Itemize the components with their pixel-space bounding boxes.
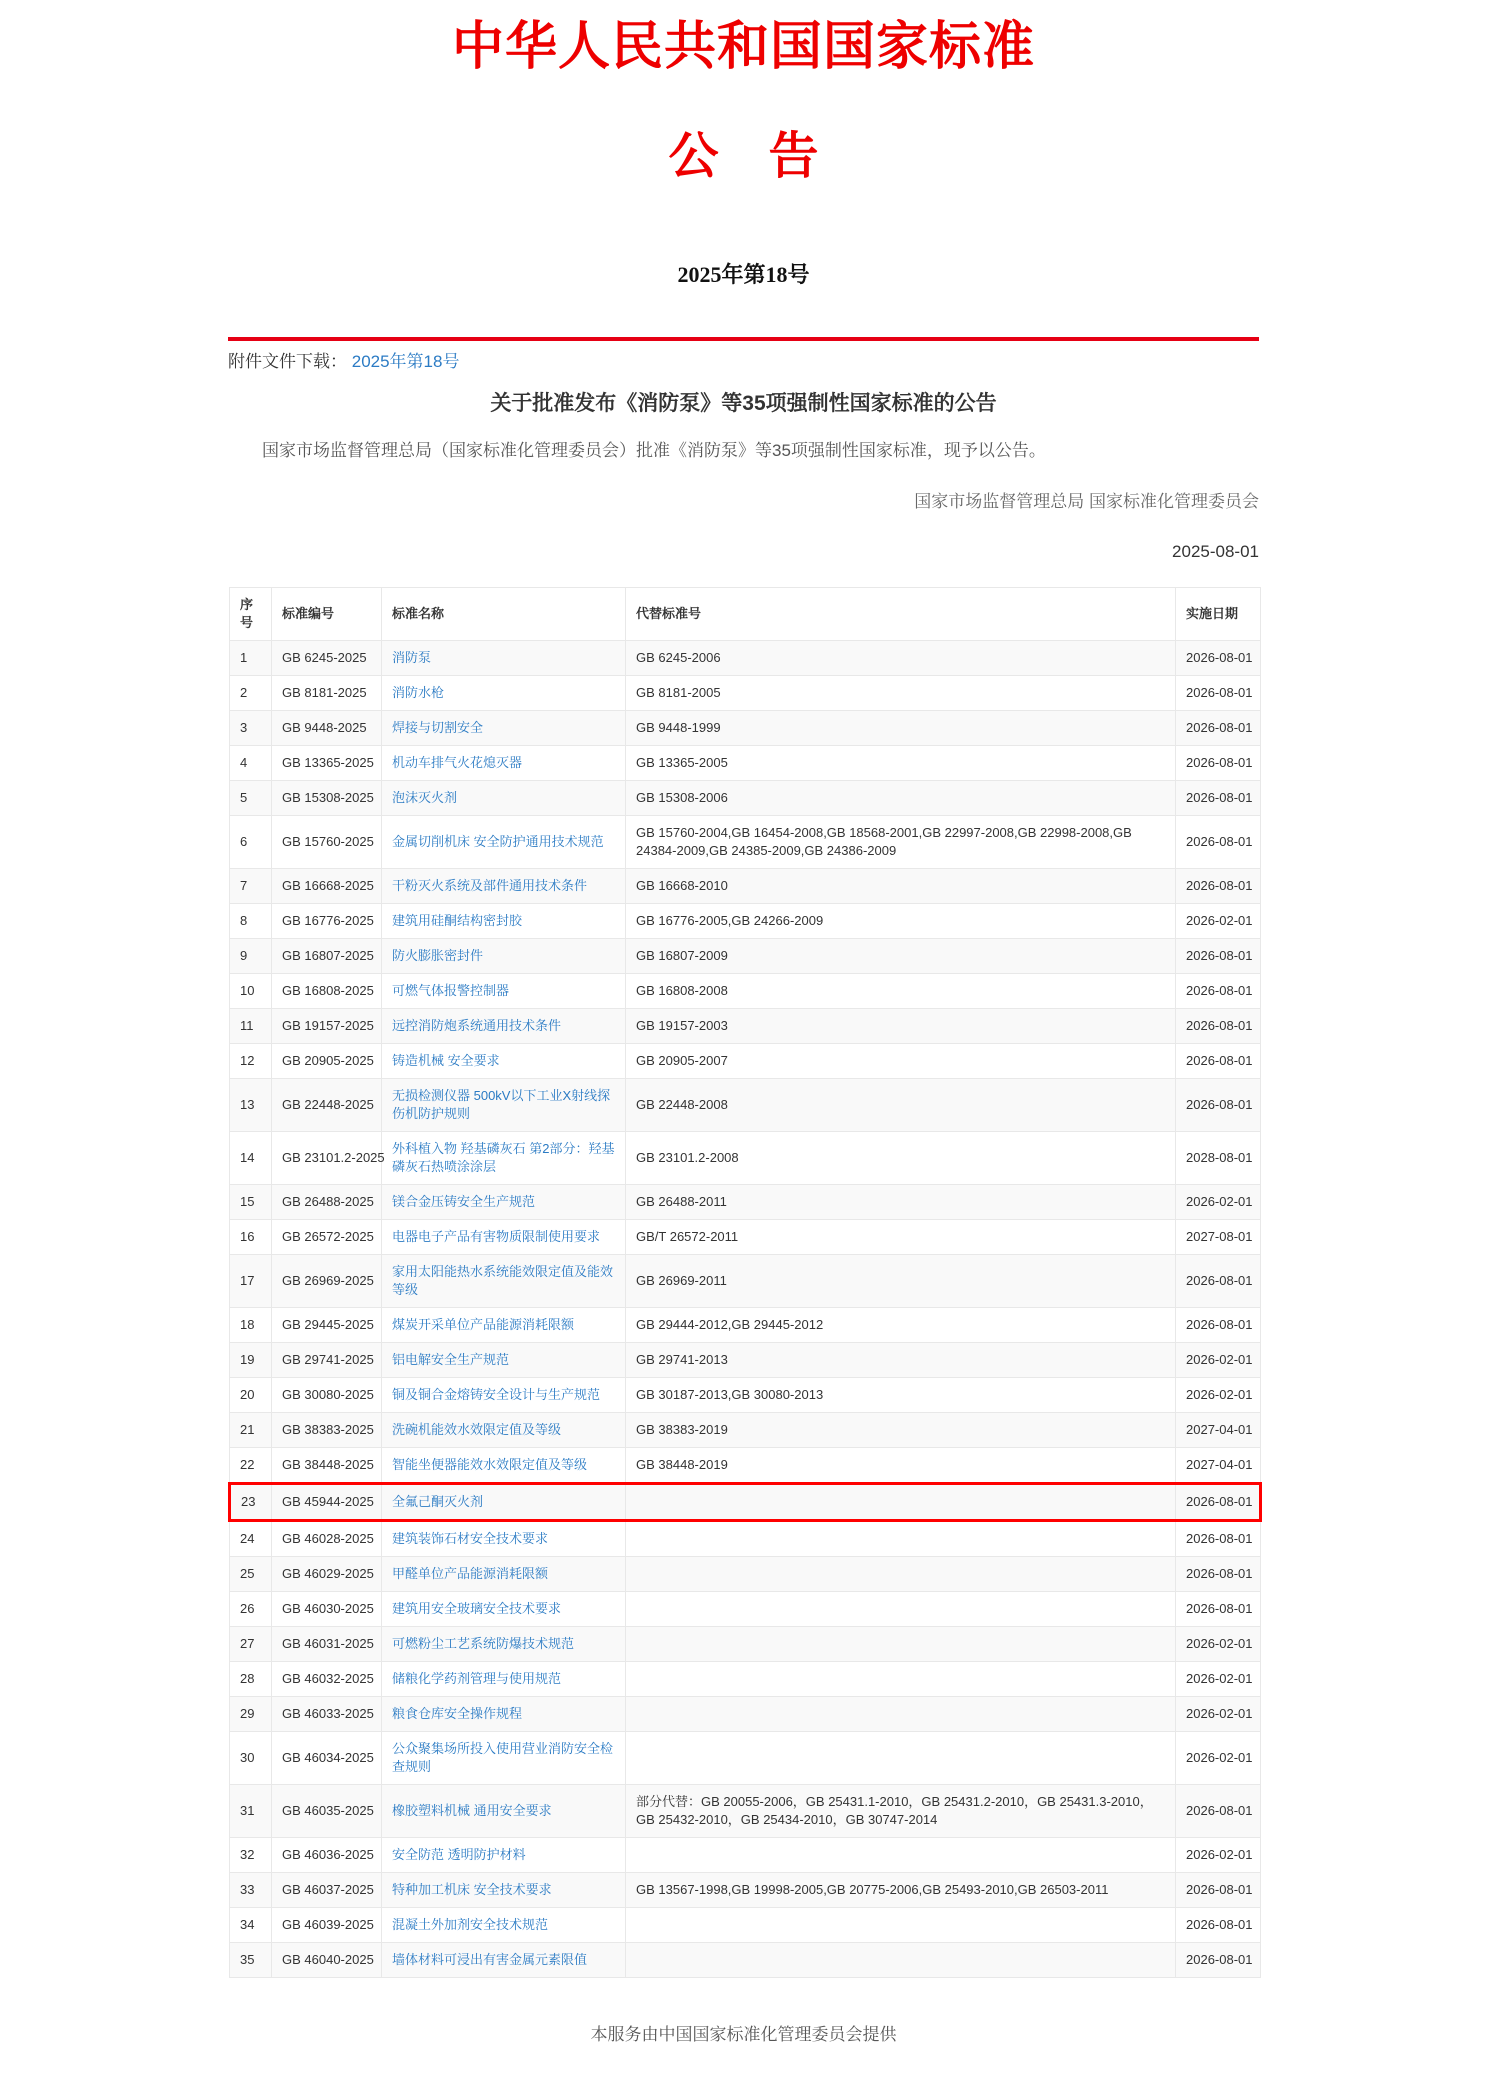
cell-implementation-date: 2026-08-01 bbox=[1176, 1009, 1261, 1044]
cell-implementation-date: 2026-08-01 bbox=[1176, 1255, 1261, 1308]
cell-replaced-codes bbox=[626, 1627, 1176, 1662]
masthead-title: 中华人民共和国国家标准 bbox=[451, 19, 1035, 76]
standard-name-link[interactable]: 外科植入物 羟基磷灰石 第2部分：羟基磷灰石热喷涂涂层 bbox=[392, 1141, 615, 1174]
table-row bbox=[230, 1557, 1261, 1592]
cell-seq: 19 bbox=[230, 1343, 272, 1378]
cell-seq: 30 bbox=[230, 1732, 272, 1785]
cell-replaced-codes: 部分代替：GB 20055-2006，GB 25431.1-2010，GB 25431.2-2010，GB 25431.3-2010，GB 25432-2010，GB 25434-2010，GB 30747-2014 bbox=[626, 1785, 1176, 1838]
masthead-subtitle: 公 告 bbox=[668, 128, 819, 184]
cell-standard-name bbox=[382, 1557, 626, 1592]
table-row bbox=[230, 1255, 1261, 1308]
standard-name-link[interactable]: 公众聚集场所投入使用营业消防安全检查规则 bbox=[392, 1741, 614, 1774]
cell-implementation-date: 2026-08-01 bbox=[1176, 676, 1261, 711]
cell-standard-name bbox=[382, 1009, 626, 1044]
table-row bbox=[230, 869, 1261, 904]
cell-replaced-codes: GB 22448-2008 bbox=[626, 1079, 1176, 1132]
cell-standard-name bbox=[382, 1044, 626, 1079]
cell-standard-name bbox=[382, 641, 626, 676]
cell-standard-code: GB 46033-2025 bbox=[272, 1697, 382, 1732]
cell-implementation-date: 2026-08-01 bbox=[1176, 1044, 1261, 1079]
cell-standard-name bbox=[382, 1255, 626, 1308]
cell-seq: 8 bbox=[230, 904, 272, 939]
table-row bbox=[230, 974, 1261, 1009]
notice-body: 国家市场监督管理总局（国家标准化管理委员会）批准《消防泵》等35项强制性国家标准，现予以公告。 bbox=[262, 441, 1046, 460]
table-row bbox=[230, 1009, 1261, 1044]
cell-standard-code: GB 26572-2025 bbox=[272, 1220, 382, 1255]
issue-number: 2025年第18号 bbox=[677, 262, 810, 287]
cell-standard-name bbox=[382, 1378, 626, 1413]
cell-seq: 18 bbox=[230, 1308, 272, 1343]
cell-implementation-date: 2026-08-01 bbox=[1176, 1308, 1261, 1343]
table-row bbox=[230, 1185, 1261, 1220]
table-row bbox=[230, 816, 1261, 869]
cell-implementation-date: 2026-08-01 bbox=[1176, 816, 1261, 869]
cell-implementation-date: 2026-08-01 bbox=[1176, 869, 1261, 904]
table-row bbox=[230, 1662, 1261, 1697]
standard-name-link[interactable]: 可燃气体报警控制器 bbox=[392, 983, 510, 998]
cell-standard-code: GB 45944-2025 bbox=[272, 1484, 382, 1521]
cell-implementation-date: 2026-08-01 bbox=[1176, 781, 1261, 816]
cell-implementation-date: 2027-04-01 bbox=[1176, 1448, 1261, 1484]
cell-implementation-date: 2027-08-01 bbox=[1176, 1220, 1261, 1255]
cell-seq: 24 bbox=[230, 1521, 272, 1557]
table-row bbox=[230, 1697, 1261, 1732]
standard-name-link[interactable]: 焊接与切割安全 bbox=[392, 720, 484, 735]
cell-standard-name bbox=[382, 1627, 626, 1662]
standard-name-link[interactable]: 粮食仓库安全操作规程 bbox=[392, 1706, 523, 1721]
cell-replaced-codes: GB 6245-2006 bbox=[626, 641, 1176, 676]
standard-name-link[interactable]: 煤炭开采单位产品能源消耗限额 bbox=[392, 1317, 575, 1332]
standard-name-link[interactable]: 混凝土外加剂安全技术规范 bbox=[392, 1917, 549, 1932]
cell-standard-name bbox=[382, 1873, 626, 1908]
cell-standard-name bbox=[382, 1220, 626, 1255]
cell-standard-code: GB 29445-2025 bbox=[272, 1308, 382, 1343]
table-row bbox=[230, 939, 1261, 974]
cell-implementation-date: 2026-08-01 bbox=[1176, 974, 1261, 1009]
cell-standard-name bbox=[382, 1662, 626, 1697]
cell-standard-name bbox=[382, 1132, 626, 1185]
cell-standard-name bbox=[382, 816, 626, 869]
cell-seq: 35 bbox=[230, 1943, 272, 1978]
cell-standard-code: GB 46036-2025 bbox=[272, 1838, 382, 1873]
col-header-standard-name: 标准名称 bbox=[382, 588, 626, 641]
cell-seq: 6 bbox=[230, 816, 272, 869]
cell-replaced-codes: GB/T 26572-2011 bbox=[626, 1220, 1176, 1255]
col-header-replaced-codes: 代替标准号 bbox=[626, 588, 1176, 641]
standard-name-link[interactable]: 智能坐便器能效水效限定值及等级 bbox=[392, 1457, 588, 1472]
cell-standard-name bbox=[382, 1079, 626, 1132]
cell-seq: 10 bbox=[230, 974, 272, 1009]
cell-standard-name bbox=[382, 974, 626, 1009]
cell-seq: 26 bbox=[230, 1592, 272, 1627]
cell-seq: 31 bbox=[230, 1785, 272, 1838]
cell-standard-name bbox=[382, 1732, 626, 1785]
cell-standard-code: GB 46035-2025 bbox=[272, 1785, 382, 1838]
cell-replaced-codes: GB 26488-2011 bbox=[626, 1185, 1176, 1220]
cell-standard-name bbox=[382, 1185, 626, 1220]
cell-implementation-date: 2026-08-01 bbox=[1176, 1484, 1261, 1521]
cell-seq: 12 bbox=[230, 1044, 272, 1079]
cell-standard-code: GB 46031-2025 bbox=[272, 1627, 382, 1662]
cell-replaced-codes: GB 16668-2010 bbox=[626, 869, 1176, 904]
standard-name-link[interactable]: 干粉灭火系统及部件通用技术条件 bbox=[392, 878, 588, 893]
standard-name-link[interactable]: 防火膨胀密封件 bbox=[392, 948, 484, 963]
table-header-row bbox=[230, 588, 1261, 641]
cell-replaced-codes: GB 38383-2019 bbox=[626, 1413, 1176, 1448]
cell-replaced-codes: GB 15760-2004,GB 16454-2008,GB 18568-2001,GB 22997-2008,GB 22998-2008,GB 24384-2009,GB 24385-2009,GB 24386-2009 bbox=[626, 816, 1176, 869]
cell-replaced-codes: GB 9448-1999 bbox=[626, 711, 1176, 746]
table-row bbox=[230, 1132, 1261, 1185]
cell-seq: 16 bbox=[230, 1220, 272, 1255]
red-divider bbox=[228, 337, 1259, 341]
cell-seq: 13 bbox=[230, 1079, 272, 1132]
cell-standard-name bbox=[382, 1697, 626, 1732]
attachment-download-link[interactable]: 2025年第18号 bbox=[351, 352, 460, 371]
cell-standard-code: GB 16668-2025 bbox=[272, 869, 382, 904]
standard-name-link[interactable]: 墙体材料可浸出有害金属元素限值 bbox=[392, 1952, 588, 1967]
cell-replaced-codes: GB 16808-2008 bbox=[626, 974, 1176, 1009]
standard-name-link[interactable]: 机动车排气火花熄灭器 bbox=[392, 755, 523, 770]
standard-name-link[interactable]: 铸造机械 安全要求 bbox=[392, 1053, 500, 1068]
cell-standard-name bbox=[382, 939, 626, 974]
standard-name-link[interactable]: 安全防范 透明防护材料 bbox=[392, 1847, 526, 1862]
cell-standard-code: GB 19157-2025 bbox=[272, 1009, 382, 1044]
cell-standard-name bbox=[382, 711, 626, 746]
cell-replaced-codes: GB 13567-1998,GB 19998-2005,GB 20775-2006,GB 25493-2010,GB 26503-2011 bbox=[626, 1873, 1176, 1908]
cell-seq: 25 bbox=[230, 1557, 272, 1592]
cell-replaced-codes: GB 23101.2-2008 bbox=[626, 1132, 1176, 1185]
cell-standard-code: GB 46040-2025 bbox=[272, 1943, 382, 1978]
standard-name-link[interactable]: 建筑装饰石材安全技术要求 bbox=[392, 1531, 549, 1546]
cell-implementation-date: 2026-08-01 bbox=[1176, 1079, 1261, 1132]
cell-standard-code: GB 26488-2025 bbox=[272, 1185, 382, 1220]
table-row bbox=[230, 676, 1261, 711]
standard-name-link[interactable]: 建筑用硅酮结构密封胶 bbox=[392, 913, 523, 928]
cell-seq: 32 bbox=[230, 1838, 272, 1873]
table-row bbox=[230, 1521, 1261, 1557]
cell-standard-name bbox=[382, 781, 626, 816]
cell-seq: 21 bbox=[230, 1413, 272, 1448]
table-row bbox=[230, 1627, 1261, 1662]
masthead bbox=[0, 20, 1487, 289]
table-row bbox=[230, 781, 1261, 816]
cell-implementation-date: 2026-02-01 bbox=[1176, 1627, 1261, 1662]
content-column bbox=[228, 337, 1259, 2046]
cell-seq: 33 bbox=[230, 1873, 272, 1908]
cell-implementation-date: 2026-08-01 bbox=[1176, 746, 1261, 781]
col-header-seq: 序号 bbox=[230, 588, 272, 641]
cell-standard-code: GB 29741-2025 bbox=[272, 1343, 382, 1378]
table-row bbox=[230, 904, 1261, 939]
cell-standard-name bbox=[382, 1785, 626, 1838]
cell-replaced-codes: GB 16807-2009 bbox=[626, 939, 1176, 974]
cell-implementation-date: 2026-02-01 bbox=[1176, 1697, 1261, 1732]
standard-name-link[interactable]: 全氟己酮灭火剂 bbox=[392, 1494, 484, 1509]
cell-implementation-date: 2026-08-01 bbox=[1176, 1943, 1261, 1978]
standard-name-link[interactable]: 甲醛单位产品能源消耗限额 bbox=[392, 1566, 549, 1581]
cell-replaced-codes: GB 38448-2019 bbox=[626, 1448, 1176, 1484]
cell-standard-code: GB 9448-2025 bbox=[272, 711, 382, 746]
table-row bbox=[230, 1943, 1261, 1978]
table-row bbox=[230, 1448, 1261, 1484]
cell-implementation-date: 2026-02-01 bbox=[1176, 1838, 1261, 1873]
cell-implementation-date: 2026-02-01 bbox=[1176, 1343, 1261, 1378]
cell-replaced-codes: GB 30187-2013,GB 30080-2013 bbox=[626, 1378, 1176, 1413]
cell-replaced-codes bbox=[626, 1484, 1176, 1521]
standard-name-link[interactable]: 橡胶塑料机械 通用安全要求 bbox=[392, 1803, 552, 1818]
table-row bbox=[230, 1413, 1261, 1448]
cell-standard-name bbox=[382, 1521, 626, 1557]
cell-seq: 3 bbox=[230, 711, 272, 746]
table-row bbox=[230, 1308, 1261, 1343]
cell-replaced-codes: GB 26969-2011 bbox=[626, 1255, 1176, 1308]
cell-seq: 17 bbox=[230, 1255, 272, 1308]
cell-standard-code: GB 46030-2025 bbox=[272, 1592, 382, 1627]
table-row bbox=[230, 1732, 1261, 1785]
standard-name-link[interactable]: 电器电子产品有害物质限制使用要求 bbox=[392, 1229, 601, 1244]
notice-title: 关于批准发布《消防泵》等35项强制性国家标准的公告 bbox=[490, 392, 997, 415]
cell-seq: 11 bbox=[230, 1009, 272, 1044]
cell-replaced-codes bbox=[626, 1557, 1176, 1592]
attachment-label: 附件文件下载： bbox=[228, 352, 347, 371]
cell-standard-code: GB 16808-2025 bbox=[272, 974, 382, 1009]
table-row bbox=[230, 1220, 1261, 1255]
cell-seq: 22 bbox=[230, 1448, 272, 1484]
cell-implementation-date: 2028-08-01 bbox=[1176, 1132, 1261, 1185]
cell-standard-code: GB 46029-2025 bbox=[272, 1557, 382, 1592]
cell-implementation-date: 2026-08-01 bbox=[1176, 1521, 1261, 1557]
cell-seq: 2 bbox=[230, 676, 272, 711]
cell-standard-code: GB 46032-2025 bbox=[272, 1662, 382, 1697]
cell-implementation-date: 2026-08-01 bbox=[1176, 1908, 1261, 1943]
cell-standard-name bbox=[382, 1413, 626, 1448]
cell-replaced-codes bbox=[626, 1521, 1176, 1557]
cell-standard-name bbox=[382, 676, 626, 711]
col-header-standard-code: 标准编号 bbox=[272, 588, 382, 641]
cell-seq: 7 bbox=[230, 869, 272, 904]
cell-standard-code: GB 46037-2025 bbox=[272, 1873, 382, 1908]
cell-standard-name bbox=[382, 1908, 626, 1943]
issuer-signature: 国家市场监督管理总局 国家标准化管理委员会 bbox=[914, 492, 1259, 511]
cell-replaced-codes bbox=[626, 1908, 1176, 1943]
cell-standard-name bbox=[382, 904, 626, 939]
cell-standard-code: GB 26969-2025 bbox=[272, 1255, 382, 1308]
cell-seq: 27 bbox=[230, 1627, 272, 1662]
cell-standard-name bbox=[382, 1343, 626, 1378]
cell-standard-name bbox=[382, 1484, 626, 1521]
cell-standard-code: GB 22448-2025 bbox=[272, 1079, 382, 1132]
standard-name-link[interactable]: 泡沫灭火剂 bbox=[392, 790, 458, 805]
cell-standard-code: GB 20905-2025 bbox=[272, 1044, 382, 1079]
cell-replaced-codes bbox=[626, 1838, 1176, 1873]
cell-standard-code: GB 46028-2025 bbox=[272, 1521, 382, 1557]
cell-replaced-codes bbox=[626, 1662, 1176, 1697]
cell-replaced-codes: GB 13365-2005 bbox=[626, 746, 1176, 781]
standard-name-link[interactable]: 铝电解安全生产规范 bbox=[392, 1352, 510, 1367]
table-row bbox=[230, 711, 1261, 746]
attachment-row bbox=[228, 351, 1259, 373]
cell-seq: 23 bbox=[230, 1484, 272, 1521]
table-row bbox=[230, 641, 1261, 676]
cell-standard-name bbox=[382, 1308, 626, 1343]
cell-replaced-codes: GB 20905-2007 bbox=[626, 1044, 1176, 1079]
cell-standard-code: GB 15760-2025 bbox=[272, 816, 382, 869]
standards-table-body bbox=[230, 641, 1261, 1978]
standard-name-link[interactable]: 家用太阳能热水系统能效限定值及能效等级 bbox=[392, 1264, 614, 1297]
cell-replaced-codes: GB 16776-2005,GB 24266-2009 bbox=[626, 904, 1176, 939]
table-row bbox=[230, 1343, 1261, 1378]
standard-name-link[interactable]: 镁合金压铸安全生产规范 bbox=[392, 1194, 536, 1209]
standard-name-link[interactable]: 消防水枪 bbox=[392, 685, 445, 700]
cell-replaced-codes: GB 15308-2006 bbox=[626, 781, 1176, 816]
table-row-highlighted bbox=[230, 1484, 1261, 1521]
cell-standard-name bbox=[382, 1592, 626, 1627]
col-header-implementation-date: 实施日期 bbox=[1176, 588, 1261, 641]
cell-seq: 34 bbox=[230, 1908, 272, 1943]
cell-implementation-date: 2027-04-01 bbox=[1176, 1413, 1261, 1448]
cell-standard-name bbox=[382, 746, 626, 781]
table-row bbox=[230, 1873, 1261, 1908]
cell-replaced-codes bbox=[626, 1943, 1176, 1978]
cell-standard-name bbox=[382, 869, 626, 904]
cell-standard-code: GB 8181-2025 bbox=[272, 676, 382, 711]
cell-seq: 1 bbox=[230, 641, 272, 676]
cell-standard-code: GB 38448-2025 bbox=[272, 1448, 382, 1484]
table-row bbox=[230, 746, 1261, 781]
cell-implementation-date: 2026-02-01 bbox=[1176, 1185, 1261, 1220]
table-row bbox=[230, 1378, 1261, 1413]
cell-implementation-date: 2026-08-01 bbox=[1176, 1592, 1261, 1627]
standard-name-link[interactable]: 特种加工机床 安全技术要求 bbox=[392, 1882, 552, 1897]
cell-implementation-date: 2026-08-01 bbox=[1176, 711, 1261, 746]
cell-replaced-codes bbox=[626, 1592, 1176, 1627]
table-row bbox=[230, 1785, 1261, 1838]
cell-implementation-date: 2026-08-01 bbox=[1176, 1785, 1261, 1838]
cell-implementation-date: 2026-08-01 bbox=[1176, 1557, 1261, 1592]
table-row bbox=[230, 1838, 1261, 1873]
cell-standard-code: GB 13365-2025 bbox=[272, 746, 382, 781]
standard-name-link[interactable]: 消防泵 bbox=[392, 650, 432, 665]
issue-date: 2025-08-01 bbox=[1172, 542, 1259, 561]
cell-standard-code: GB 6245-2025 bbox=[272, 641, 382, 676]
table-row bbox=[230, 1079, 1261, 1132]
cell-implementation-date: 2026-08-01 bbox=[1176, 939, 1261, 974]
cell-standard-name bbox=[382, 1943, 626, 1978]
cell-standard-code: GB 46034-2025 bbox=[272, 1732, 382, 1785]
standard-name-link[interactable]: 可燃粉尘工艺系统防爆技术规范 bbox=[392, 1636, 575, 1651]
cell-seq: 4 bbox=[230, 746, 272, 781]
cell-implementation-date: 2026-02-01 bbox=[1176, 1378, 1261, 1413]
cell-implementation-date: 2026-02-01 bbox=[1176, 904, 1261, 939]
cell-seq: 9 bbox=[230, 939, 272, 974]
cell-implementation-date: 2026-02-01 bbox=[1176, 1662, 1261, 1697]
standard-name-link[interactable]: 无损检测仪器 500kV以下工业X射线探伤机防护规则 bbox=[392, 1088, 611, 1121]
cell-standard-name bbox=[382, 1838, 626, 1873]
cell-replaced-codes: GB 29741-2013 bbox=[626, 1343, 1176, 1378]
table-row bbox=[230, 1908, 1261, 1943]
cell-seq: 14 bbox=[230, 1132, 272, 1185]
cell-standard-code: GB 16807-2025 bbox=[272, 939, 382, 974]
standard-name-link[interactable]: 远控消防炮系统通用技术条件 bbox=[392, 1018, 562, 1033]
footer-note: 本服务由中国国家标准化管理委员会提供 bbox=[590, 2025, 897, 2044]
cell-replaced-codes: GB 8181-2005 bbox=[626, 676, 1176, 711]
cell-seq: 20 bbox=[230, 1378, 272, 1413]
cell-standard-code: GB 16776-2025 bbox=[272, 904, 382, 939]
standards-table bbox=[228, 587, 1262, 1978]
cell-replaced-codes: GB 19157-2003 bbox=[626, 1009, 1176, 1044]
cell-replaced-codes: GB 29444-2012,GB 29445-2012 bbox=[626, 1308, 1176, 1343]
standard-name-link[interactable]: 铜及铜合金熔铸安全设计与生产规范 bbox=[392, 1387, 601, 1402]
cell-seq: 15 bbox=[230, 1185, 272, 1220]
standard-name-link[interactable]: 建筑用安全玻璃安全技术要求 bbox=[392, 1601, 562, 1616]
cell-replaced-codes bbox=[626, 1732, 1176, 1785]
cell-implementation-date: 2026-08-01 bbox=[1176, 641, 1261, 676]
cell-standard-code: GB 38383-2025 bbox=[272, 1413, 382, 1448]
standard-name-link[interactable]: 金属切削机床 安全防护通用技术规范 bbox=[392, 834, 604, 849]
standard-name-link[interactable]: 洗碗机能效水效限定值及等级 bbox=[392, 1422, 562, 1437]
cell-replaced-codes bbox=[626, 1697, 1176, 1732]
table-row bbox=[230, 1044, 1261, 1079]
cell-standard-code: GB 46039-2025 bbox=[272, 1908, 382, 1943]
cell-seq: 29 bbox=[230, 1697, 272, 1732]
cell-seq: 5 bbox=[230, 781, 272, 816]
cell-seq: 28 bbox=[230, 1662, 272, 1697]
cell-implementation-date: 2026-02-01 bbox=[1176, 1732, 1261, 1785]
table-row bbox=[230, 1592, 1261, 1627]
cell-implementation-date: 2026-08-01 bbox=[1176, 1873, 1261, 1908]
cell-standard-code: GB 30080-2025 bbox=[272, 1378, 382, 1413]
standard-name-link[interactable]: 储粮化学药剂管理与使用规范 bbox=[392, 1671, 562, 1686]
cell-standard-code: GB 15308-2025 bbox=[272, 781, 382, 816]
cell-standard-code: GB 23101.2-2025 bbox=[272, 1132, 382, 1185]
cell-standard-name bbox=[382, 1448, 626, 1484]
